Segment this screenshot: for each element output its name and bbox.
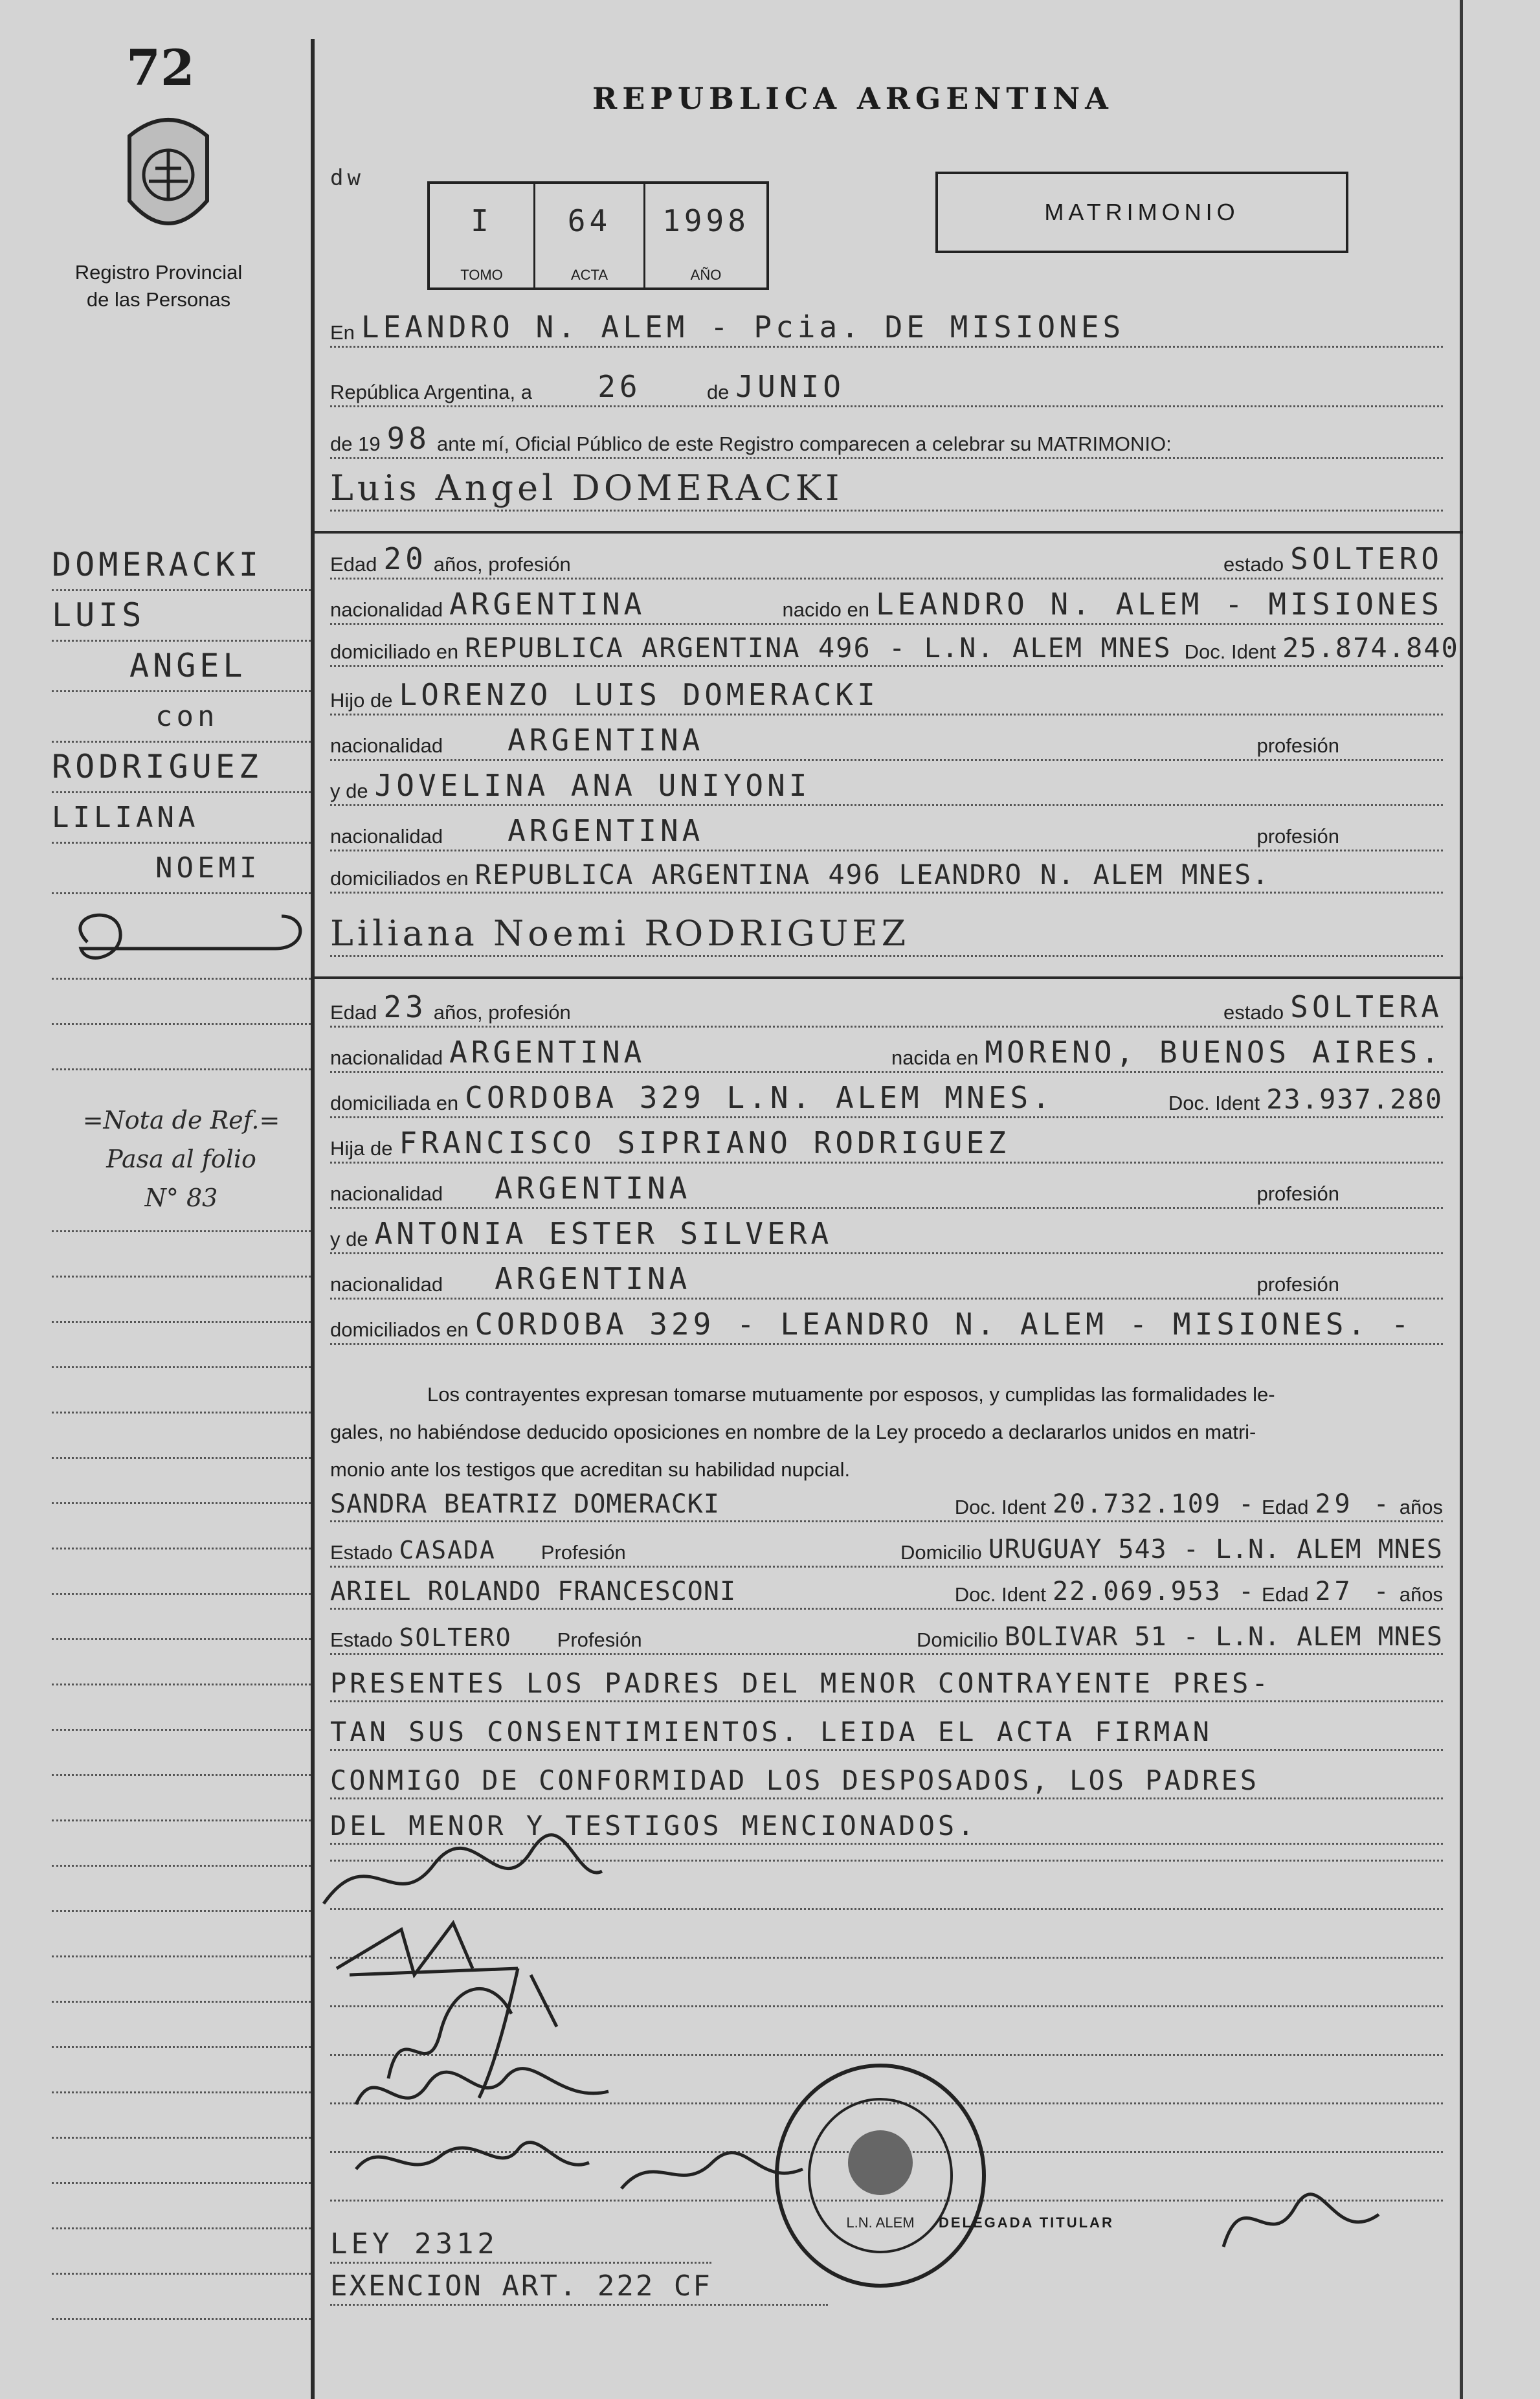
bride-nacida-label: nacida en — [891, 1046, 979, 1069]
bride-name-line — [330, 913, 1443, 957]
margin-name-3: LILIANA — [52, 793, 311, 844]
margin-note-1: =Nota de Ref.= — [82, 1106, 280, 1134]
note-line-3 — [330, 1764, 1443, 1799]
note-2: TAN SUS CONSENTIMIENTOS. LEIDA EL ACTA FIRMAN — [330, 1716, 1212, 1748]
date-line — [330, 369, 1443, 407]
witness2-doc-label: Doc. Ident — [954, 1583, 1047, 1606]
witness2-edad-label: Edad — [1262, 1583, 1309, 1606]
bride-edad-label: Edad — [330, 1001, 377, 1024]
provincial-seal-icon — [117, 110, 220, 246]
note-3: CONMIGO DE CONFORMIDAD LOS DESPOSADOS, LOS PADRES — [330, 1764, 1260, 1796]
groom-mother-prof-label: profesión — [1256, 825, 1339, 848]
witness2-estado: SOLTERO — [399, 1623, 512, 1652]
groom-nationality-line — [330, 587, 1443, 625]
bride-mother-nac-label: nacionalidad — [330, 1273, 443, 1296]
bride-domp-label: domiciliados en — [330, 1318, 469, 1341]
acta-label: ACTA — [570, 267, 608, 283]
margin-note-2: Pasa al folio — [106, 1145, 256, 1173]
bride-estado-label: estado — [1223, 1001, 1284, 1024]
bride-mother-line — [330, 1216, 1443, 1254]
bride-father-line — [330, 1125, 1443, 1164]
bride-dom: CORDOBA 329 L.N. ALEM MNES. — [465, 1080, 1054, 1115]
witness1-edad-label: Edad — [1262, 1496, 1309, 1518]
bride-parents-domicile-line — [330, 1307, 1443, 1345]
witness1-dom: URUGUAY 543 - L.N. ALEM MNES — [988, 1535, 1443, 1564]
republica-label: República Argentina, a — [330, 381, 532, 403]
officer-title: DELEGADA TITULAR — [939, 2214, 1114, 2231]
witness1-doc-label: Doc. Ident — [954, 1496, 1047, 1518]
de19-label: de 19 — [330, 433, 381, 455]
note-4: DEL MENOR Y TESTIGOS MENCIONADOS. — [330, 1810, 977, 1841]
groom-domp: REPUBLICA ARGENTINA 496 LEANDRO N. ALEM MNES. — [474, 859, 1270, 890]
statement-text — [330, 1376, 1444, 1489]
tomo-label: TOMO — [460, 267, 503, 283]
groom-domicile-line — [330, 632, 1459, 667]
bride-father-nac: ARGENTINA — [495, 1171, 691, 1206]
bride-dom-label: domiciliada en — [330, 1092, 459, 1114]
right-rule — [1460, 0, 1463, 2399]
signature-7-icon — [1217, 2176, 1385, 2266]
witness2-dom: BOLIVAR 51 - L.N. ALEM MNES — [1004, 1622, 1443, 1652]
bride-domp: CORDOBA 329 - LEANDRO N. ALEM - MISIONES. - — [474, 1307, 1413, 1342]
witness1-anos-label: años — [1399, 1496, 1443, 1518]
groom-dom-label: domiciliado en — [330, 640, 459, 663]
groom-doc: 25.874.840 — [1282, 632, 1459, 664]
year-line — [330, 421, 1443, 459]
bride-mother-prof-label: profesión — [1256, 1273, 1339, 1296]
witness1-name: SANDRA BEATRIZ DOMERACKI — [330, 1489, 720, 1519]
country-title: REPUBLICA ARGENTINA — [592, 81, 1113, 116]
groom-mother-nac: ARGENTINA — [508, 813, 704, 848]
anio-label: AÑO — [690, 267, 722, 283]
groom-age-line — [330, 541, 1443, 580]
margin-surname: DOMERACKI — [52, 541, 311, 591]
groom-estado: SOLTERO — [1290, 541, 1443, 576]
official-stamp-icon — [770, 2059, 990, 2292]
groom-parents-domicile-line — [330, 859, 1443, 894]
bride-nac: ARGENTINA — [449, 1035, 646, 1070]
day-value: 26 — [597, 369, 642, 404]
witness1-estado-label: Estado — [330, 1541, 393, 1564]
groom-father-nac-label: nacionalidad — [330, 734, 443, 757]
acta-cell — [535, 184, 645, 287]
witness2-name: ARIEL ROLANDO FRANCESCONI — [330, 1577, 737, 1606]
bride-doc: 23.937.280 — [1266, 1083, 1443, 1115]
groom-name: Luis Angel DOMERACKI — [330, 467, 843, 508]
statement-line2: gales, no habiéndose deducido oposiciones en nombre de la Ley procedo a declararlos unidos en matri- — [330, 1421, 1256, 1443]
law-line — [330, 2227, 711, 2264]
groom-edad: 20 — [383, 541, 427, 576]
groom-father-line — [330, 677, 1443, 715]
groom-dom: REPUBLICA ARGENTINA 496 - L.N. ALEM MNES — [465, 632, 1172, 664]
groom-yde-label: y de — [330, 780, 368, 802]
groom-nacido: LEANDRO N. ALEM - MISIONES — [875, 587, 1443, 622]
margin-flourish-icon — [61, 903, 307, 974]
bride-prof-label: años, profesión — [433, 1001, 571, 1024]
acta-value: 64 — [567, 203, 612, 238]
signature-5-icon — [350, 2130, 596, 2195]
witness2-edad: 27 - — [1315, 1577, 1393, 1606]
bride-yde-label: y de — [330, 1228, 368, 1250]
groom-nac: ARGENTINA — [449, 587, 646, 622]
note-line-1 — [330, 1667, 1443, 1702]
left-rule — [311, 39, 315, 2399]
margin-names — [52, 541, 311, 894]
bride-father-prof-label: profesión — [1256, 1182, 1339, 1205]
witness2-estado-label: Estado — [330, 1628, 393, 1651]
bride-nac-label: nacionalidad — [330, 1046, 443, 1069]
bride-nacida: MORENO, BUENOS AIRES. — [985, 1035, 1443, 1070]
bride-nationality-line — [330, 1035, 1443, 1073]
intro-text: ante mí, Oficial Público de este Registro comparecen a celebrar su MATRIMONIO: — [436, 433, 1172, 455]
bride-edad: 23 — [383, 989, 427, 1024]
margin-con: con — [52, 692, 311, 743]
place-value: LEANDRO N. ALEM - Pcia. DE MISIONES — [361, 310, 1125, 344]
groom-estado-label: estado — [1223, 553, 1284, 576]
margin-note-3: N° 83 — [144, 1184, 218, 1212]
bride-estado: SOLTERA — [1290, 989, 1443, 1024]
margin-name-1: LUIS — [52, 591, 311, 642]
anio-cell — [645, 184, 766, 287]
statement-line3: monio ante los testigos que acreditan su habilidad nupcial. — [330, 1458, 851, 1481]
bride-father-nac-label: nacionalidad — [330, 1182, 443, 1205]
groom-nac-label: nacionalidad — [330, 598, 443, 621]
bride-mother-nac: ARGENTINA — [495, 1261, 691, 1296]
statement-line1: Los contrayentes expresan tomarse mutuamente por esposos, y cumplidas las formalidades le- — [427, 1383, 1275, 1406]
witness1-edad: 29 - — [1315, 1489, 1393, 1519]
bride-hija-label: Hija de — [330, 1137, 393, 1160]
note-1: PRESENTES LOS PADRES DEL MENOR CONTRAYENTE PRES- — [330, 1667, 1271, 1699]
bride-separator — [314, 976, 1463, 979]
witness1-doc: 20.732.109 - — [1053, 1489, 1256, 1519]
tomo-cell — [430, 184, 535, 287]
note-line-2 — [330, 1716, 1443, 1751]
bride-mother-nat-line — [330, 1261, 1443, 1300]
margin-name-2: ANGEL — [52, 642, 311, 692]
groom-separator — [314, 531, 1463, 534]
registry-name — [58, 259, 259, 313]
groom-father-prof-label: profesión — [1256, 734, 1339, 757]
bride-doc-label: Doc. Ident — [1168, 1092, 1260, 1114]
record-box — [427, 181, 769, 290]
bride-mother: ANTONIA ESTER SILVERA — [374, 1216, 833, 1251]
anio-value: 1998 — [662, 203, 750, 238]
groom-father-nac: ARGENTINA — [508, 723, 704, 758]
witness1-line — [330, 1489, 1443, 1522]
witness1-dom-label: Domicilio — [900, 1541, 982, 1564]
groom-father-nat-line — [330, 723, 1443, 761]
stamp-center: L.N. ALEM — [846, 2214, 915, 2231]
groom-prof-label: años, profesión — [433, 553, 571, 576]
margin-surname-2: RODRIGUEZ — [52, 743, 311, 793]
groom-mother-nac-label: nacionalidad — [330, 825, 443, 848]
groom-name-line — [330, 467, 1443, 512]
witness1-detail-line — [330, 1535, 1443, 1568]
witness1-prof-label: Profesión — [541, 1541, 626, 1564]
doc-type: MATRIMONIO — [1044, 199, 1240, 225]
registry-line1: Registro Provincial — [74, 261, 243, 284]
bride-father-nat-line — [330, 1171, 1443, 1209]
witness2-prof-label: Profesión — [557, 1628, 642, 1651]
de-label: de — [706, 381, 730, 403]
groom-mother: JOVELINA ANA UNIYONI — [374, 768, 811, 803]
en-label: En — [330, 321, 355, 344]
groom-hijo-label: Hijo de — [330, 689, 393, 712]
bride-domicile-line — [330, 1080, 1443, 1118]
groom-nacido-label: nacido en — [782, 598, 869, 621]
doc-type-box — [935, 172, 1348, 253]
margin-note — [52, 1101, 311, 1217]
witness2-anos-label: años — [1399, 1583, 1443, 1606]
groom-edad-label: Edad — [330, 553, 377, 576]
margin-name-4: NOEMI — [52, 844, 311, 894]
corner-note: dw — [330, 165, 364, 191]
exemption-text: EXENCION ART. 222 CF — [330, 2269, 712, 2303]
law-text: LEY 2312 — [330, 2227, 498, 2260]
place-line — [330, 310, 1443, 348]
witness2-doc: 22.069.953 - — [1053, 1577, 1256, 1606]
groom-domp-label: domiciliados en — [330, 867, 469, 890]
registry-line2: de las Personas — [86, 288, 231, 311]
exemption-line — [330, 2269, 828, 2306]
witness2-line — [330, 1577, 1443, 1610]
groom-mother-line — [330, 768, 1443, 806]
groom-doc-label: Doc. Ident — [1184, 640, 1276, 663]
year-value: 98 — [386, 421, 430, 456]
witness2-dom-label: Domicilio — [917, 1628, 998, 1651]
bride-name: Liliana Noemi RODRIGUEZ — [330, 913, 910, 954]
tomo-value: I — [471, 203, 493, 238]
bride-age-line — [330, 989, 1443, 1028]
groom-father: LORENZO LUIS DOMERACKI — [399, 677, 879, 712]
signature-4-icon — [350, 2053, 621, 2130]
page-number: 72 — [126, 39, 195, 96]
witness2-detail-line — [330, 1622, 1443, 1655]
groom-mother-nat-line — [330, 813, 1443, 851]
bride-father: FRANCISCO SIPRIANO RODRIGUEZ — [399, 1125, 1010, 1160]
month-value: JUNIO — [735, 369, 845, 404]
witness1-estado: CASADA — [399, 1536, 496, 1564]
